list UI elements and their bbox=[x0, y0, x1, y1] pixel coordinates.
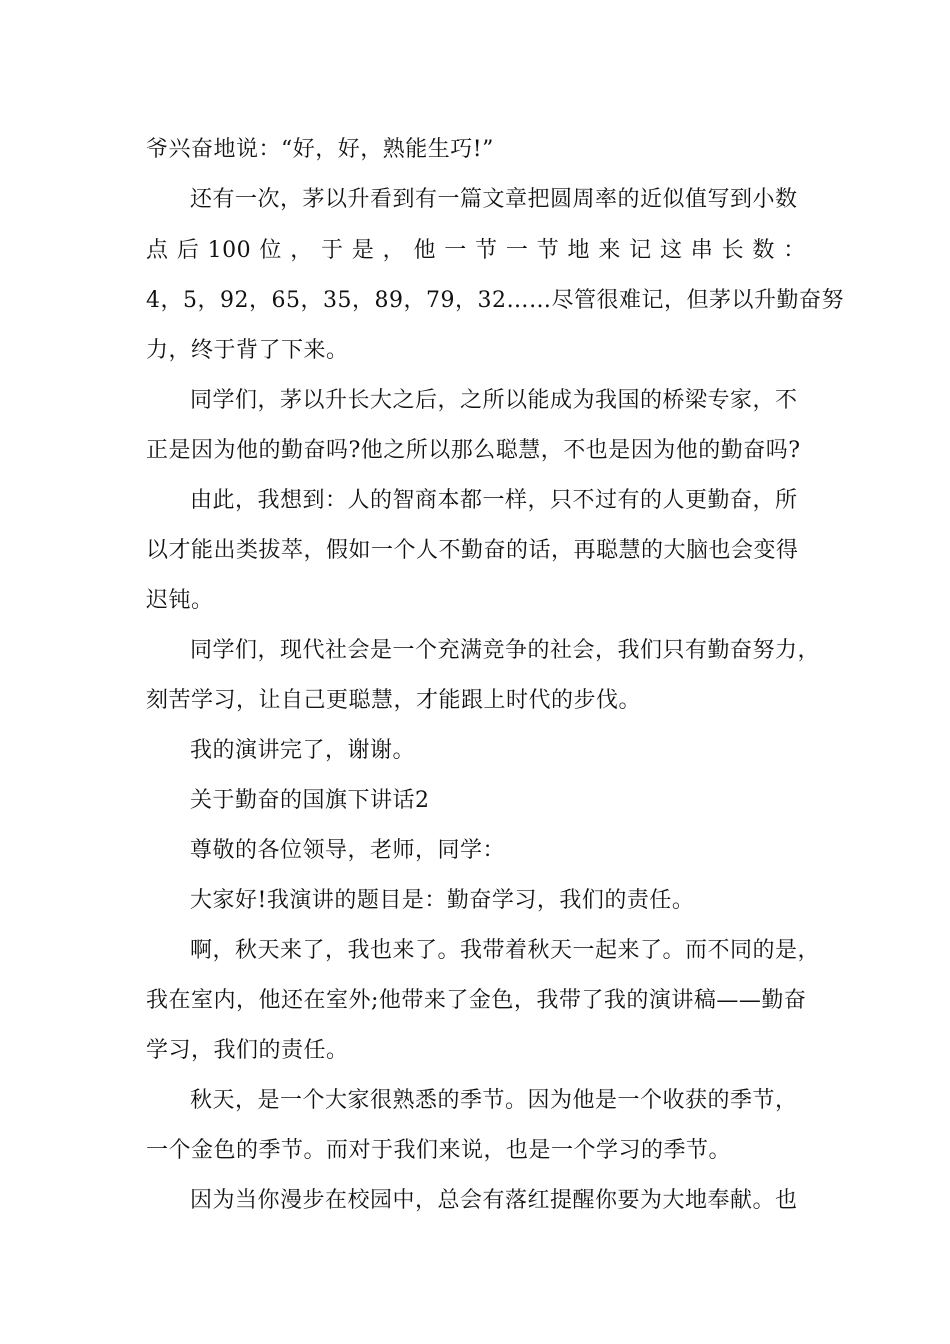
word: 长 bbox=[721, 238, 745, 263]
word: 是 bbox=[351, 238, 375, 263]
word: 节 bbox=[475, 238, 498, 263]
text-line: 迟钝。 bbox=[146, 588, 214, 613]
text-line: 我在室内，他还在室外;他带来了金色，我带了我的演讲稿——勤奋 bbox=[146, 988, 807, 1013]
section-heading: 关于勤奋的国旗下讲话2 bbox=[190, 788, 430, 813]
word: 节 bbox=[536, 238, 560, 263]
paragraph-start: 啊，秋天来了，我也来了。我带着秋天一起来了。而不同的是， bbox=[190, 938, 821, 963]
word: 一 bbox=[444, 238, 467, 263]
word: 来 bbox=[598, 238, 621, 263]
word: ， bbox=[382, 238, 406, 263]
paragraph-start: 同学们，茅以升长大之后，之所以能成为我国的桥梁专家，不 bbox=[190, 388, 798, 413]
text-line: 学习，我们的责任。 bbox=[146, 1038, 349, 1063]
paragraph-start: 秋天，是一个大家很熟悉的季节。因为他是一个收获的季节， bbox=[190, 1088, 798, 1113]
text-line: 以才能出类拔萃，假如一个人不勤奋的话，再聪慧的大脑也会变得 bbox=[146, 538, 799, 563]
paragraph-start: 还有一次，茅以升看到有一篇文章把圆周率的近似值写到小数 bbox=[190, 187, 798, 212]
word: 串 bbox=[690, 238, 714, 263]
word: 位 bbox=[259, 238, 282, 263]
word: 一 bbox=[505, 238, 529, 263]
word: 这 bbox=[659, 238, 683, 263]
word: 100 bbox=[207, 238, 252, 263]
text-line: 正是因为他的勤奋吗?他之所以那么聪慧，不也是因为他的勤奋吗? bbox=[146, 438, 801, 463]
word: 地 bbox=[567, 238, 591, 263]
word: 记 bbox=[629, 238, 652, 263]
paragraph-start: 同学们，现代社会是一个充满竞争的社会，我们只有勤奋努力， bbox=[190, 638, 821, 663]
paragraph-start: 我的演讲完了，谢谢。 bbox=[190, 738, 416, 763]
word: 点 bbox=[146, 238, 169, 263]
paragraph-start: 大家好!我演讲的题目是：勤奋学习，我们的责任。 bbox=[190, 888, 695, 913]
salutation: 尊敬的各位领导，老师，同学： bbox=[190, 838, 506, 863]
text-line: 爷兴奋地说：“好，好，熟能生巧!” bbox=[146, 137, 494, 162]
paragraph-start: 因为当你漫步在校园中，总会有落红提醒你要为大地奉献。也 bbox=[190, 1188, 798, 1213]
word: 于 bbox=[321, 238, 344, 263]
word: ， bbox=[290, 238, 313, 263]
word: 数 bbox=[752, 238, 775, 263]
text-line: 4，5，92，65，35，89，79，32……尽管很难记，但茅以升勤奋努 bbox=[146, 288, 844, 313]
text-line: 一个金色的季节。而对于我们来说，也是一个学习的季节。 bbox=[146, 1138, 732, 1163]
word: 他 bbox=[413, 238, 436, 263]
word: 后 bbox=[176, 238, 200, 263]
text-line: 刻苦学习，让自己更聪慧，才能跟上时代的步伐。 bbox=[146, 688, 642, 713]
text-line-justified bbox=[146, 236, 806, 266]
paragraph-start: 由此，我想到：人的智商本都一样，只不过有的人更勤奋，所 bbox=[190, 488, 798, 513]
text-line: 力，终于背了下来。 bbox=[146, 338, 349, 363]
word: ： bbox=[783, 238, 806, 263]
